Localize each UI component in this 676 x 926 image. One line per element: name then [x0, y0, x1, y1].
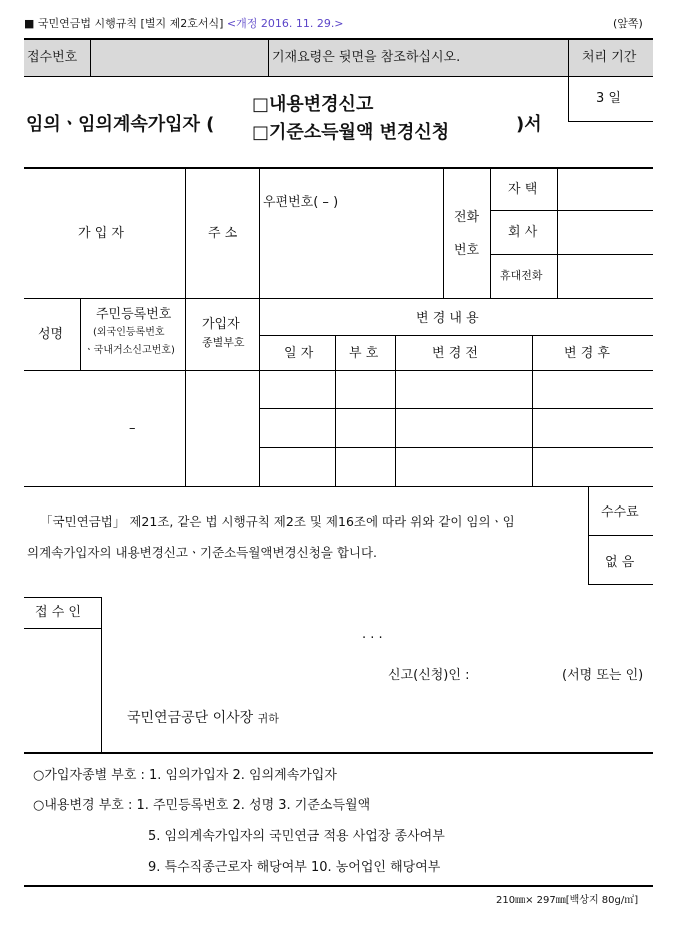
rule	[335, 336, 336, 487]
sign-hint[interactable]: (서명 또는 인)	[562, 668, 644, 683]
phone-work-label: 회 사	[508, 225, 538, 240]
title-suffix: )서	[516, 114, 542, 135]
instruction-text: 기재요령은 뒷면을 참조하십시오.	[272, 50, 461, 65]
rule	[557, 168, 558, 298]
rule	[588, 535, 653, 536]
paper-spec: 210㎜× 297㎜[백상지 80g/㎡]	[496, 895, 639, 906]
option-content-change[interactable]: □내용변경신고	[252, 94, 374, 115]
page-side: (앞쪽)	[613, 17, 643, 30]
rule	[24, 298, 653, 299]
rule	[80, 299, 81, 371]
postal-code-field[interactable]: 우편번호( – )	[263, 195, 339, 210]
address-label: 주 소	[208, 226, 238, 241]
receiver-label: 접 수 인	[35, 605, 81, 620]
rule	[259, 447, 653, 448]
processing-period-value: 3 일	[596, 91, 621, 106]
rule	[24, 752, 653, 754]
addressee	[127, 711, 279, 725]
rule	[259, 408, 653, 409]
rule	[101, 597, 102, 752]
rule	[24, 167, 653, 169]
phone-mobile-label: 휴대전화	[500, 269, 543, 282]
note-change-code-3: 9. 특수직종근로자 해당여부 10. 농어업인 해당여부	[148, 860, 441, 875]
col-before: 변 경 전	[432, 346, 478, 361]
rule	[395, 336, 396, 487]
rule	[259, 335, 653, 336]
rule	[490, 168, 491, 298]
col-after: 변 경 후	[564, 346, 610, 361]
addressee-name: 국민연금공단 이사장	[127, 710, 254, 726]
rule	[24, 38, 653, 40]
processing-period-label: 처리 기간	[582, 50, 637, 65]
receipt-number-label: 접수번호	[27, 50, 78, 65]
rule	[24, 597, 102, 598]
statement-line-1: 「국민연금법」 제21조, 같은 법 시행규칙 제2조 및 제16조에 따라 위와 같이 임의ㆍ임	[40, 514, 515, 529]
rule	[185, 371, 186, 487]
rule	[490, 254, 653, 255]
date-field[interactable]: . . .	[362, 627, 383, 642]
col-code: 부 호	[349, 346, 379, 361]
revision-note: <개정 2016. 11. 29.>	[226, 17, 344, 30]
rrn-sub-label-1: (외국인등록번호	[93, 327, 165, 338]
rrn-sub-label-2: ㆍ국내거소신고번호)	[84, 345, 175, 356]
rule	[24, 486, 653, 487]
rule	[24, 628, 102, 629]
subscriber-label: 가 입 자	[78, 226, 124, 241]
subscriber-type-label-2: 종별부호	[202, 336, 245, 349]
bullet-icon: ■	[24, 17, 35, 30]
fee-label: 수수료	[601, 505, 639, 520]
rule	[588, 487, 589, 585]
phone-label: 전화	[454, 210, 480, 225]
col-date: 일 자	[284, 346, 314, 361]
rule	[24, 76, 653, 77]
rule	[443, 168, 444, 298]
rule	[259, 168, 260, 371]
fee-value: 없 음	[605, 555, 635, 570]
phone-home-label: 자 택	[508, 182, 538, 197]
rule	[259, 371, 260, 487]
rule	[24, 885, 653, 887]
honorific: 귀하	[257, 712, 279, 725]
rule	[588, 584, 653, 585]
rule	[568, 121, 653, 122]
title-prefix: 임의ㆍ임의계속가입자 (	[26, 114, 215, 135]
rule	[268, 39, 269, 76]
form-header	[24, 18, 344, 29]
rrn-label: 주민등록번호	[96, 307, 172, 322]
name-label: 성명	[38, 327, 64, 342]
note-change-code: ○내용변경 부호 : 1. 주민등록번호 2. 성명 3. 기준소득월액	[33, 798, 371, 813]
option-income-change[interactable]: □기준소득월액 변경신청	[252, 122, 450, 143]
rule	[568, 39, 569, 122]
applicant-label: 신고(신청)인 :	[388, 668, 470, 683]
rule	[185, 168, 186, 371]
rule	[90, 39, 91, 76]
note-type-code: ○가입자종별 부호 : 1. 임의가입자 2. 임의계속가입자	[33, 768, 337, 783]
note-change-code-2: 5. 임의계속가입자의 국민연금 적용 사업장 종사여부	[148, 829, 445, 844]
phone-label-2: 번호	[454, 243, 480, 258]
law-name: 국민연금법 시행규칙 [별지 제2호서식]	[37, 17, 224, 30]
statement-line-2: 의계속가입자의 내용변경신고ㆍ기준소득월액변경신청을 합니다.	[27, 545, 378, 560]
rrn-dash: –	[129, 421, 136, 436]
rule	[490, 210, 653, 211]
rule	[532, 336, 533, 487]
change-details-header: 변 경 내 용	[416, 311, 479, 326]
rule	[24, 370, 653, 371]
subscriber-type-label: 가입자	[202, 317, 240, 332]
